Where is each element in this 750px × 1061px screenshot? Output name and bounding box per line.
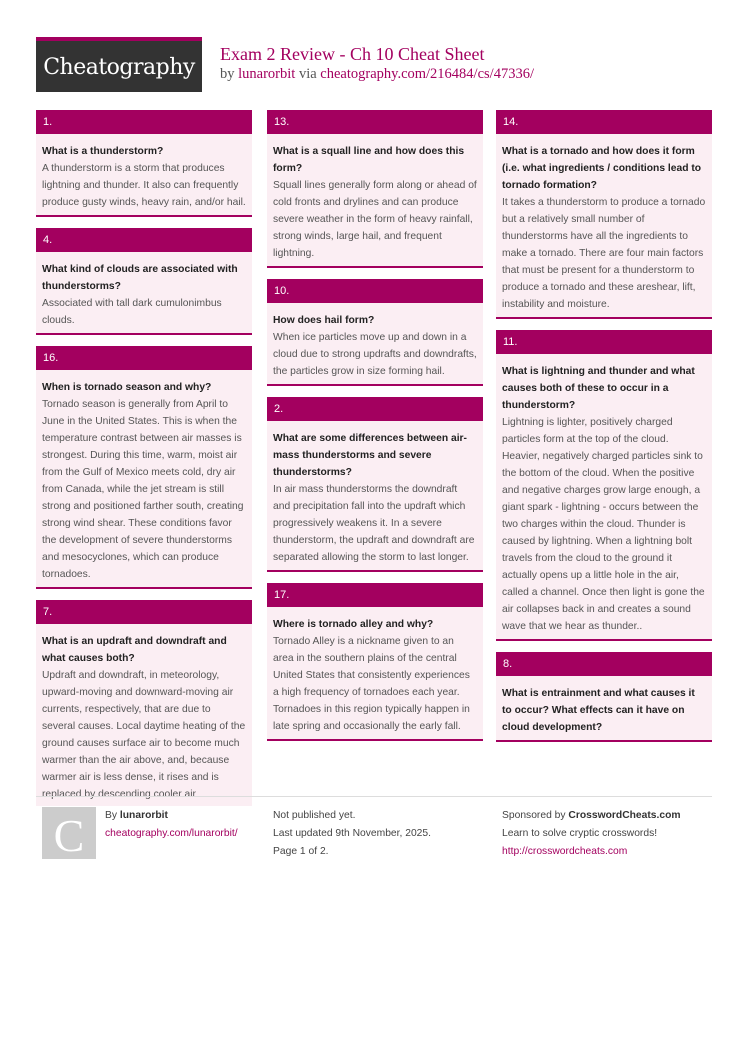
footer-author — [105, 807, 238, 843]
card-answer: When ice particles move up and down in a cloud due to strong updrafts and downdrafts, the particles grow in size forming hail. — [273, 332, 477, 377]
card-question: What is entrainment and what causes it to occur? What effects can it have on cloud development? — [502, 688, 695, 733]
card-answer: A thunderstorm is a storm that produces lightning and thunder. It also can frequently produce gusty winds, heavy rain, and/or hail. — [42, 163, 246, 208]
card-question: What are some differences between air-mass thunderstorms and severe thunderstorms? — [273, 433, 467, 478]
card-number: 1. — [36, 110, 252, 134]
card-1 — [36, 110, 252, 217]
card-answer: Tornado Alley is a nickname given to an area in the southern plains of the central United States that consistently experiences a high frequency of tornadoes each year. Tornadoes in this region typically happen in late spring and occasionally the early fall. — [273, 636, 470, 732]
card-number: 13. — [267, 110, 483, 134]
card-number: 4. — [36, 228, 252, 252]
author-link[interactable]: lunarorbit — [238, 66, 296, 82]
card-question: What is an updraft and downdraft and what causes both? — [42, 636, 227, 664]
card-answer: It takes a thunderstorm to produce a tornado but a relatively small number of thunderstorms have all the ingredients to make a tornado. There are four main factors that must be present for a thunderstorm to produce a tornado and these areshear, lift, instability and moisture. — [502, 197, 706, 310]
logo-text: Cheatography — [43, 55, 195, 80]
last-updated: Last updated 9th November, 2025. — [273, 828, 431, 839]
page-footer — [36, 796, 712, 866]
card-question: What kind of clouds are associated with thunderstorms? — [42, 264, 238, 292]
card-number: 17. — [267, 583, 483, 607]
footer-sponsor — [502, 807, 681, 861]
card-4 — [36, 228, 252, 335]
footer-author-link[interactable]: cheatography.com/lunarorbit/ — [105, 828, 238, 839]
page-number: Page 1 of 2. — [273, 846, 329, 857]
column-2 — [267, 110, 483, 752]
card-number: 8. — [496, 652, 712, 676]
card-2 — [267, 397, 483, 572]
byline — [220, 66, 534, 83]
card-number: 16. — [36, 346, 252, 370]
card-question: How does hail form? — [273, 315, 375, 326]
sponsor-name: CrosswordCheats.com — [568, 810, 681, 821]
card-number: 10. — [267, 279, 483, 303]
card-14 — [496, 110, 712, 319]
sheet-url-link[interactable]: cheatography.com/216484/cs/47336/ — [320, 66, 534, 82]
card-answer: Lightning is lighter, positively charged particles form at the top of the cloud. Heavier, negatively charged particles sink to the bottom of the cloud. When the positive and negative charges grow large enough, a giant spark - lightning - occurs between the two charges within the cloud. Thunder is caused by lightning. When a lightning bolt travels from the cloud to the ground it actually opens up a little hole in the air, called a channel. Once then light is gone the air collapses back in and creates a sound wave that we hear as thunder.. — [502, 417, 705, 632]
by-prefix: by — [220, 66, 235, 82]
card-17 — [267, 583, 483, 741]
card-16 — [36, 346, 252, 589]
card-question: What is a squall line and how does this form? — [273, 146, 465, 174]
card-number: 7. — [36, 600, 252, 624]
card-question: What is lightning and thunder and what causes both of these to occur in a thunderstorm? — [502, 366, 695, 411]
cheatography-logo[interactable] — [36, 37, 202, 92]
author-avatar[interactable] — [42, 807, 96, 859]
card-number: 14. — [496, 110, 712, 134]
card-13 — [267, 110, 483, 268]
card-answer: Updraft and downdraft, in meteorology, upward-moving and downward-moving air currents, respectively, that are due to several causes. Local daytime heating of the ground causes surface air to become much warmer than the air above, and, because warmer air is less dense, it rises and is replaced by descending cooler air — [42, 670, 246, 800]
card-11 — [496, 330, 712, 641]
card-answer: Squall lines generally form along or ahead of cold fronts and drylines and can produce severe weather in the form of heavy rainfall, strong winds, large hail, and frequent lightning. — [273, 180, 477, 259]
footer-status — [273, 807, 431, 861]
page-title: Exam 2 Review - Ch 10 Cheat Sheet — [220, 44, 485, 64]
column-3 — [496, 110, 712, 753]
card-number: 2. — [267, 397, 483, 421]
avatar-letter: C — [53, 810, 85, 861]
publish-status: Not published yet. — [273, 810, 356, 821]
footer-by-label: By — [105, 810, 118, 821]
card-7 — [36, 600, 252, 806]
sponsored-prefix: Sponsored by — [502, 810, 566, 821]
card-question: When is tornado season and why? — [42, 382, 212, 393]
card-answer: Associated with tall dark cumulonimbus clouds. — [42, 298, 222, 326]
column-1 — [36, 110, 252, 806]
sponsor-tagline: Learn to solve cryptic crosswords! — [502, 828, 658, 839]
card-number: 11. — [496, 330, 712, 354]
sponsor-link[interactable]: http://crosswordcheats.com — [502, 846, 628, 857]
card-answer: In air mass thunderstorms the downdraft and precipitation fall into the updraft which progressively weakens it. In a severe thunderstorm, the updraft and downdraft are separated allowing the storm to last longer. — [273, 484, 475, 563]
footer-author-name: lunarorbit — [119, 810, 168, 821]
via-word: via — [298, 66, 317, 82]
card-question: What is a thunderstorm? — [42, 146, 164, 157]
card-question: What is a tornado and how does it form (i.e. what ingredients / conditions lead to tornado formation? — [502, 146, 702, 191]
card-8 — [496, 652, 712, 742]
card-question: Where is tornado alley and why? — [273, 619, 434, 630]
card-10 — [267, 279, 483, 386]
card-answer: Tornado season is generally from April to June in the United States. This is when the temperature contrast between air masses is strongest. During this time, warm, moist air from the Gulf of Mexico meets cold, dry air from Canada, while the jet stream is still strong and positioned farther south, creating strong wind shear. These conditions favor the development of severe thunderstorms and mesocyclones, which can produce tornadoes. — [42, 399, 244, 580]
